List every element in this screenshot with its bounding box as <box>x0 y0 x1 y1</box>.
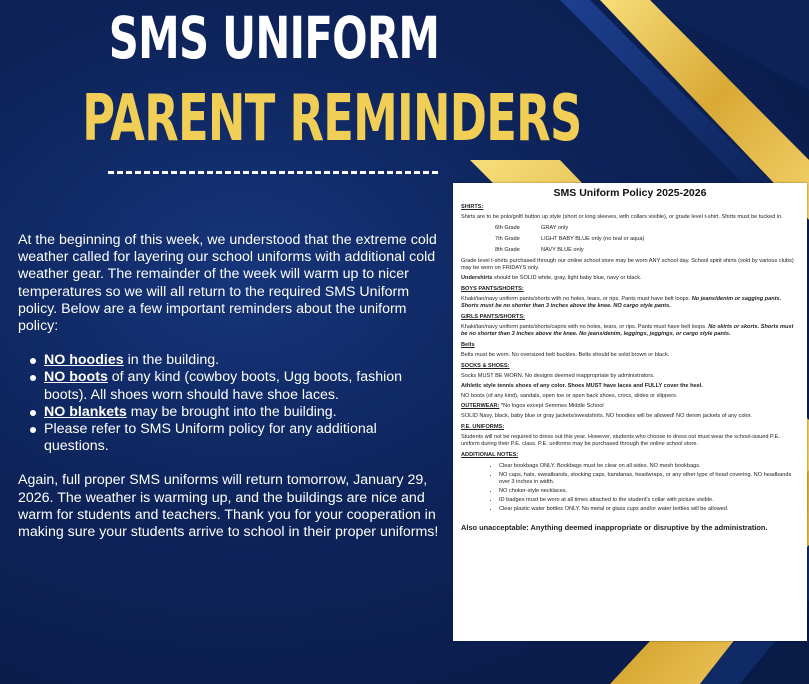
reminder-text: Please refer to SMS Uniform policy for any additional questions. <box>44 421 377 455</box>
shirts-text: Shirts are to be polo/golf/ button up style (short or long sleeves, with collars visible), or grade level t-shirt. Shirts must be tucked in. <box>461 214 783 220</box>
grade-label: 6th Grade <box>495 225 520 231</box>
grade-row <box>495 236 799 243</box>
outerwear-heading: OUTERWEAR: <box>461 403 500 409</box>
undershirts-label: Undershirts <box>461 275 493 281</box>
undershirts-rule: should be SOLID white, gray, light baby blue, navy or black. <box>492 275 642 281</box>
reminder-text: in the building. <box>123 352 220 369</box>
notes-list <box>499 463 799 513</box>
boys-italic: No jeans/denim or sagging pants. Shorts must be no shorter than 3 inches above the knee. NO cargo style pants. <box>461 296 782 309</box>
grade-label: 8th Grade <box>495 247 520 253</box>
undershirts-text <box>461 275 799 282</box>
notes-heading: ADDITIONAL NOTES: <box>461 452 519 458</box>
reminder-bold: NO hoodies <box>44 352 124 369</box>
title-line-1: SMS UNIFORM <box>108 4 440 72</box>
dashed-divider <box>108 171 438 174</box>
reminder-bold: NO blankets <box>44 403 127 420</box>
list-item <box>44 404 440 421</box>
closing-paragraph: Again, full proper SMS uniforms will return tomorrow, January 29, 2026. The weather is warming up, and the buildings are nice and warm for students and teachers. Thank you for your cooperation in making sure your students arrive to school in their proper uniforms! <box>18 472 439 541</box>
grade-color: GRAY only <box>541 225 569 231</box>
grade-color: NAVY BLUE only <box>541 247 584 253</box>
shoes-bold-text: Athletic style tennis shoes of any color. Shoes MUST have laces and FULLY cover the heel. <box>461 383 703 389</box>
policy-title: SMS Uniform Policy 2025-2026 <box>553 187 707 199</box>
shirts-heading: SHIRTS: <box>461 204 484 210</box>
boys-rule: Khaki/tan/navy uniform pants/shorts with no holes, tears, or rips. Pants must have belt loops. <box>461 296 692 302</box>
list-item <box>44 369 440 403</box>
list-item <box>44 352 440 369</box>
outerwear-text: SOLID Navy, black, baby blue or gray jackets/sweatshirts. NO hoodies will be allowed! NO denim jackets of any color. <box>461 413 752 419</box>
grade-color: LIGHT BABY BLUE only (no teal or aqua) <box>541 236 645 242</box>
list-item: • NO choker-style necklaces. <box>499 488 799 495</box>
tshirt-text: Grade level t-shirts purchased through our online school store may be worn ANY school day. School spirit shirts (sold by various clubs) may be worn on FRIDAYS only. <box>461 258 794 271</box>
girls-italic: No skirts or skorts. Shorts must be no shorter than 3 inches above the knee. No jeans/denim, leggings, jeggings, or cargo style pants. <box>461 324 794 337</box>
belts-text: Belts must be worn. No oversized belt buckles. Belts should be solid brown or black. <box>461 352 670 358</box>
unacceptable-note: Also unacceptable: Anything deemed inappropriate or disruptive by the administration. <box>461 523 768 532</box>
reminder-text: may be brought into the building. <box>126 403 337 420</box>
uniform-policy-document <box>453 183 807 641</box>
outerwear-note: *No logos except Semmes Middle School <box>499 403 604 409</box>
reminder-bold: NO boots <box>44 369 108 386</box>
list-item: • ID badges must be worn at all times attached to the student's collar with picture visible. <box>499 497 799 504</box>
list-item <box>44 421 440 455</box>
girls-text <box>461 324 799 338</box>
reminder-list <box>44 352 440 455</box>
grade-label: 7th Grade <box>495 236 520 242</box>
grade-row <box>495 225 799 232</box>
belts-heading: Belts <box>461 342 475 348</box>
girls-rule: Khaki/tan/navy uniform pants/shorts/capris with no holes, tears, or rips. Pants must have belt loops. <box>461 324 709 330</box>
boys-heading: BOYS PANTS/SHORTS: <box>461 286 524 292</box>
grade-colors <box>495 225 799 254</box>
girls-heading: GIRLS PANTS/SHORTS: <box>461 314 525 320</box>
reminder-body <box>18 232 440 541</box>
list-item: • Clear bookbags ONLY. Bookbags must be clear on all sides. NO mesh bookbags. <box>499 463 799 470</box>
list-item: • NO caps, hats, sweatbands, stocking caps, bandanas, headwraps, or any other type of head covering. NO headbands over 3 inches in width. <box>499 472 799 486</box>
outerwear-heading-line <box>461 403 799 410</box>
reminder-text: of any kind (cowboy boots, Ugg boots, fashion boots). All shoes worn should have shoe laces. <box>44 369 403 403</box>
boys-text <box>461 296 799 310</box>
pe-text: Students will not be required to dress out this year. However, students who choose to dress out must wear the school-issued P.E. uniform during their P.E. class. P.E. uniforms may be purchased through the online school store. <box>461 434 780 447</box>
grade-row <box>495 247 799 254</box>
socks-text: Socks MUST BE WORN. No designs deemed inappropriate by administrators. <box>461 373 655 379</box>
shoes-text: NO boots (of any kind), sandals, open toe or open back shoes, crocs, slides or slippers. <box>461 393 678 399</box>
title-line-2: PARENT REMINDERS <box>82 82 582 156</box>
socks-heading: SOCKS & SHOES: <box>461 363 510 369</box>
list-item: • Clear plastic water bottles ONLY. No metal or glass cups and/or water bottles will be allowed. <box>499 506 799 513</box>
intro-paragraph: At the beginning of this week, we understood that the extreme cold weather called for layering our school uniforms with additional cold weather gear. The remainder of the week will warm up to nicer temperatures so we will all return to the required SMS Uniform policy. Below are a few important reminders about the uniform policy: <box>18 232 437 335</box>
pe-heading: P.E. UNIFORMS: <box>461 424 505 430</box>
